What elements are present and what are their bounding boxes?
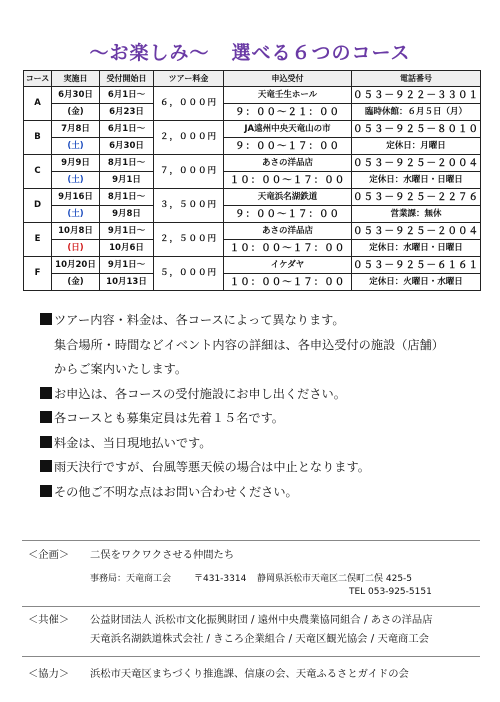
course-weekday: (土) (52, 172, 100, 189)
reception-start: 9月1日〜 (100, 257, 154, 274)
table-header-row (24, 71, 481, 87)
course-date: 9月16日 (52, 189, 100, 206)
course-date: 9月9日 (52, 155, 100, 172)
divider (22, 540, 480, 541)
table-row (24, 206, 481, 223)
reception-end: 6月23日 (100, 104, 154, 121)
phone-number: ０５３－９２２－３３０１ (352, 87, 481, 104)
table-row (24, 223, 481, 240)
phone-note: 定休日：水曜日・日曜日 (352, 172, 481, 189)
table-row (24, 189, 481, 206)
table-row (24, 172, 481, 189)
title-left: 〜お楽しみ〜 (89, 42, 210, 64)
venue-name: 天竜浜名湖鉄道 (224, 189, 352, 206)
course-code: B (24, 121, 52, 155)
cooperation-section (28, 665, 409, 684)
venue-hours: １０：００〜１７：００ (224, 172, 352, 189)
table-row (24, 104, 481, 121)
reception-end: 10月13日 (100, 274, 154, 291)
note-item: ツアー内容・料金は、各コースによって異なります。 (40, 308, 480, 333)
note-item: 料金は、当日現地払いです。 (40, 431, 480, 456)
cooperation-label: ＜協力＞ (28, 668, 70, 680)
tour-fee: ６，０００円 (154, 87, 224, 121)
course-date: 10月8日 (52, 223, 100, 240)
table-row (24, 121, 481, 138)
phone-number: ０５３－９２５－６１６１ (352, 257, 481, 274)
phone-note: 臨時休館：６月５日（月） (352, 104, 481, 121)
square-bullet-icon (40, 411, 52, 423)
venue-hours: ９：００〜２１：００ (224, 104, 352, 121)
note-item: 雨天決行ですが、台風等悪天候の場合は中止となります。 (40, 455, 480, 480)
phone-number: ０５３－９２５－２００４ (352, 223, 481, 240)
notes-list (40, 308, 480, 504)
phone-number: ０５３－９２５－２２７６ (352, 189, 481, 206)
title-right: 選べる６つのコース (231, 42, 411, 64)
venue-name: あさの洋品店 (224, 155, 352, 172)
course-weekday: (日) (52, 240, 100, 257)
note-item: からご案内いたします。 (54, 362, 188, 376)
planning-section (28, 546, 234, 565)
header-reception-start: 受付開始日 (100, 71, 154, 87)
tour-fee: ３，５００円 (154, 189, 224, 223)
course-code: C (24, 155, 52, 189)
table-row (24, 87, 481, 104)
reception-start: 8月1日〜 (100, 189, 154, 206)
table-row (24, 240, 481, 257)
square-bullet-icon (40, 387, 52, 399)
reception-start: 6月1日〜 (100, 87, 154, 104)
phone-note: 定休日：月曜日 (352, 138, 481, 155)
phone-note: 定休日：火曜日・水曜日 (352, 274, 481, 291)
note-item: 集合場所・時間などイベント内容の詳細は、各申込受付の施設（店舗） (54, 337, 444, 352)
course-weekday: (金) (52, 274, 100, 291)
header-course: コース (24, 71, 52, 87)
planning-label: ＜企画＞ (28, 549, 70, 561)
reception-start: 9月1日〜 (100, 223, 154, 240)
venue-hours: ９：００〜１７：００ (224, 206, 352, 223)
course-code: A (24, 87, 52, 121)
tour-fee: ５，０００円 (154, 257, 224, 291)
course-weekday: (土) (52, 138, 100, 155)
tour-fee: ７，０００円 (154, 155, 224, 189)
table-row (24, 257, 481, 274)
square-bullet-icon (40, 485, 52, 497)
header-fee: ツアー料金 (154, 71, 224, 87)
venue-name: イケダヤ (224, 257, 352, 274)
planning-address: 静岡県浜松市天竜区二俣町二俣 425-5 (257, 574, 413, 584)
course-code: F (24, 257, 52, 291)
header-date: 実施日 (52, 71, 100, 87)
course-weekday: (金) (52, 104, 100, 121)
venue-name: JA遠州中央天竜山の市 (224, 121, 352, 138)
note-item: お申込は、各コースの受付施設にお申し出ください。 (40, 382, 480, 407)
course-code: D (24, 189, 52, 223)
cosponsor-label: ＜共催＞ (28, 614, 70, 626)
cosponsor-line1: 公益財団法人 浜松市文化振興財団 / 遠州中央農業協同組合 / あさの洋品店 (90, 614, 433, 626)
planning-tel: TEL 053-925-5151 (349, 587, 432, 597)
square-bullet-icon (40, 436, 52, 448)
planning-office: 事務局：天竜商工会 (90, 574, 172, 584)
table-row (24, 138, 481, 155)
cosponsor-section (28, 611, 433, 630)
course-weekday: (土) (52, 206, 100, 223)
phone-number: ０５３－９２５－８０１０ (352, 121, 481, 138)
venue-name: 天竜壬生ホール (224, 87, 352, 104)
reception-start: 8月1日〜 (100, 155, 154, 172)
cosponsor-line2: 天竜浜名湖鉄道株式会社 / きころ企業組合 / 天竜区観光協会 / 天竜商工会 (90, 633, 429, 645)
phone-note: 営業課：無休 (352, 206, 481, 223)
divider (22, 656, 480, 657)
reception-end: 6月30日 (100, 138, 154, 155)
reception-start: 6月1日〜 (100, 121, 154, 138)
planning-org: 二俣をワクワクさせる仲間たち (90, 549, 235, 561)
course-code: E (24, 223, 52, 257)
course-date: 10月20日 (52, 257, 100, 274)
phone-number: ０５３－９２５－２００４ (352, 155, 481, 172)
page-title (0, 38, 500, 65)
tour-fee: ２，０００円 (154, 121, 224, 155)
course-date: 7月8日 (52, 121, 100, 138)
reception-end: 9月1日 (100, 172, 154, 189)
phone-note: 定休日：水曜日・日曜日 (352, 240, 481, 257)
square-bullet-icon (40, 313, 52, 325)
venue-hours: ９：００〜１７：００ (224, 138, 352, 155)
planning-postal: 〒431-3314 (194, 574, 247, 584)
cooperation-text: 浜松市天竜区まちづくり推進課、信康の会、天竜ふるさとガイドの会 (90, 668, 409, 680)
header-reception: 申込受付 (224, 71, 352, 87)
course-date: 6月30日 (52, 87, 100, 104)
reception-end: 10月6日 (100, 240, 154, 257)
venue-name: あさの洋品店 (224, 223, 352, 240)
tour-fee: ２，５００円 (154, 223, 224, 257)
table-row (24, 155, 481, 172)
note-item: 各コースとも募集定員は先着１５名です。 (40, 406, 480, 431)
table-row (24, 274, 481, 291)
reception-end: 9月8日 (100, 206, 154, 223)
square-bullet-icon (40, 460, 52, 472)
header-phone: 電話番号 (352, 71, 481, 87)
divider (22, 606, 480, 607)
venue-hours: １０：００〜１７：００ (224, 274, 352, 291)
note-item: その他ご不明な点はお問い合わせください。 (40, 480, 480, 505)
venue-hours: １０：００〜１７：００ (224, 240, 352, 257)
course-table (23, 70, 481, 291)
